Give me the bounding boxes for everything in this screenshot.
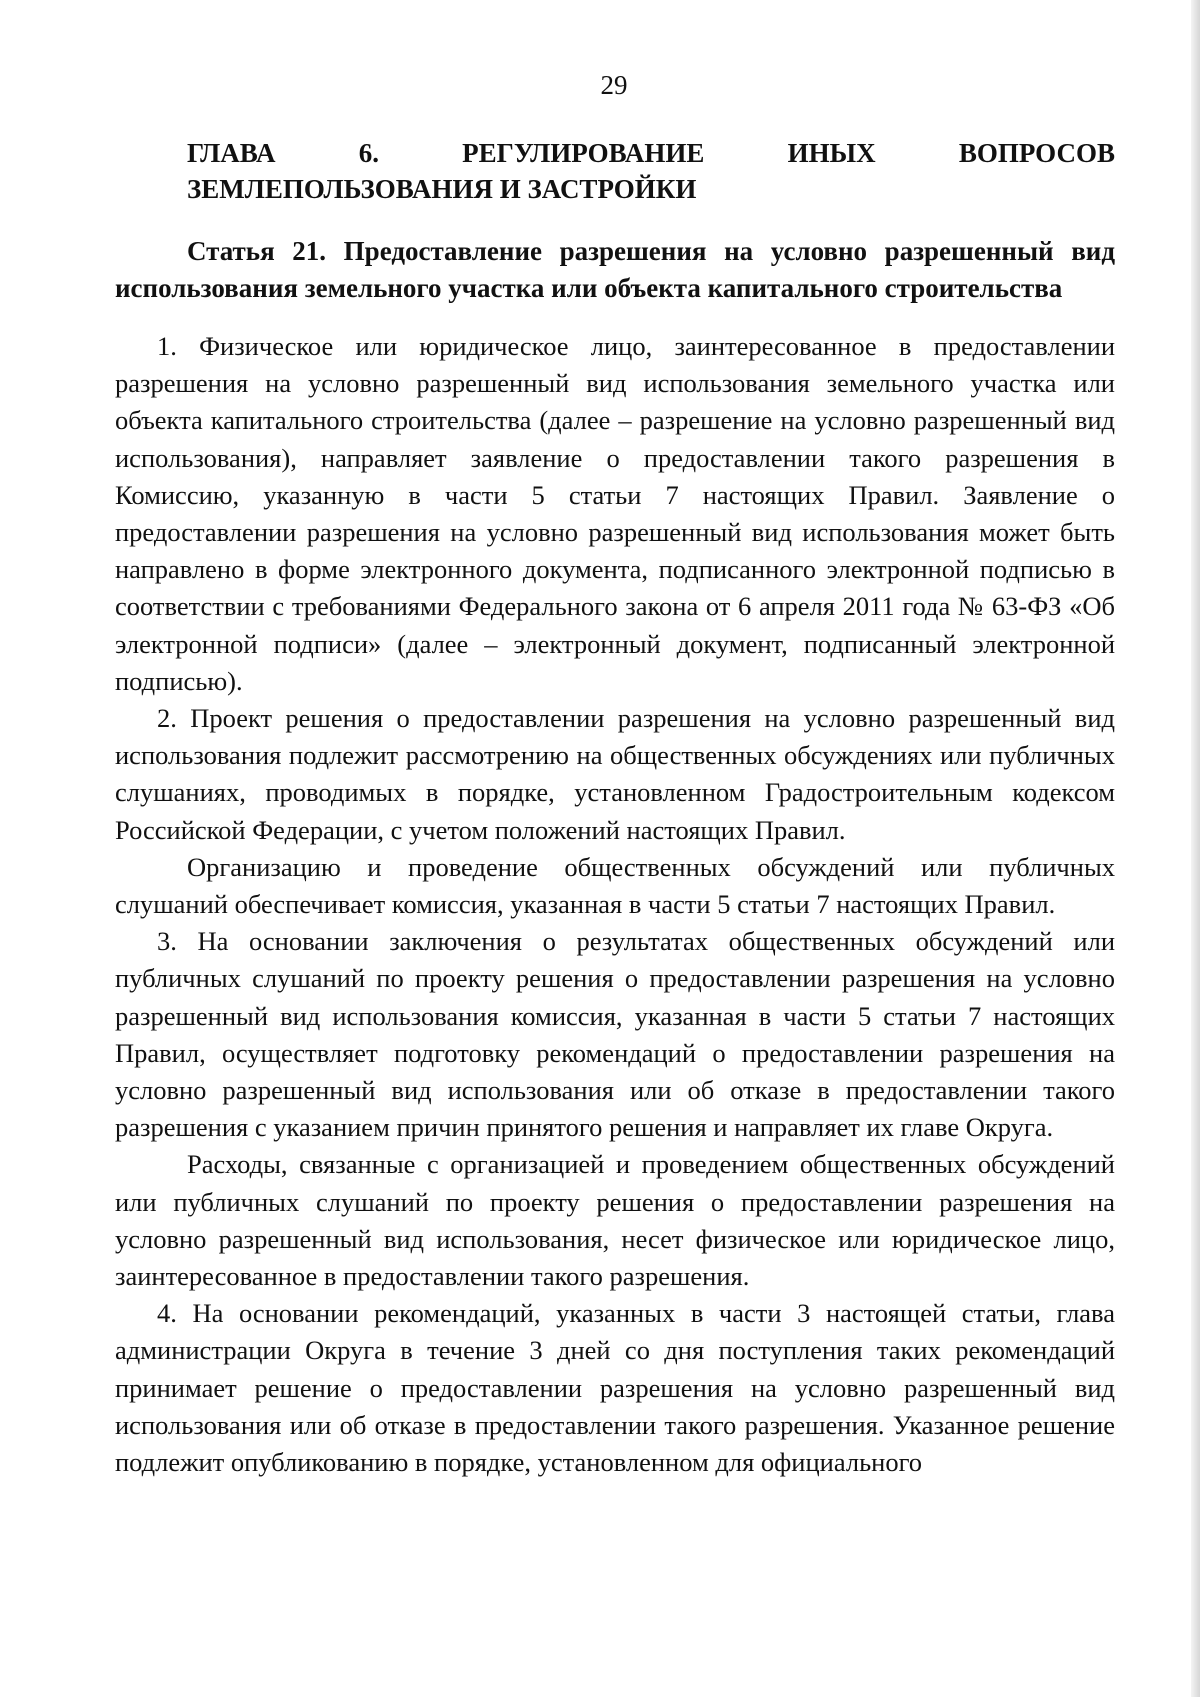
- chapter-heading-line-1: ГЛАВА 6. РЕГУЛИРОВАНИЕ ИНЫХ ВОПРОСОВ: [187, 138, 1115, 168]
- page-edge-shadow: [1191, 0, 1200, 1697]
- paragraph-3: 3. На основании заключения о результатах общественных обсуждений или публичных слушаний по проекту решения о предоставлении разрешения на условно разрешенный вид использования комиссия, указанная в части 5 статьи 7 настоящих Правил, осуществляет подготовку рекомендаций о предоставлении разрешения на условно разрешенный вид использования или об отказе в предоставлении такого разрешения с указанием причин принятого решения и направляет их главе Округа.: [115, 926, 1115, 1143]
- article-title: Статья 21. Предоставление разрешения на условно разрешенный вид использования земельного участка или объекта капитального строительства: [115, 236, 1115, 303]
- document-body: [115, 130, 1115, 1481]
- chapter-heading-line-2: ЗЕМЛЕПОЛЬЗОВАНИЯ И ЗАСТРОЙКИ: [187, 174, 697, 204]
- paragraph-1: 1. Физическое или юридическое лицо, заинтересованное в предоставлении разрешения на условно разрешенный вид использования земельного участка или объекта капитального строительства (далее – разрешение на условно разрешенный вид использования), направляет заявление о предоставлении такого разрешения в Комиссию, указанную в части 5 статьи 7 настоящих Правил. Заявление о предоставлении разрешения на условно разрешенный вид использования может быть направлено в форме электронного документа, подписанного электронной подписью в соответствии с требованиями Федерального закона от 6 апреля 2011 года № 63-ФЗ «Об электронной подписи» (далее – электронный документ, подписанный электронной подписью).: [115, 331, 1115, 696]
- paragraph-2-continuation: Организацию и проведение общественных обсуждений или публичных слушаний обеспечивает комиссия, указанная в части 5 статьи 7 настоящих Правил.: [115, 851, 1115, 920]
- paragraph-2: 2. Проект решения о предоставлении разрешения на условно разрешенный вид использования подлежит рассмотрению на общественных обсуждениях или публичных слушаниях, проводимых в порядке, установленном Градостроительным кодексом Российской Федерации, с учетом положений настоящих Правил.: [115, 703, 1115, 845]
- paragraph-3-continuation: Расходы, связанные с организацией и проведением общественных обсуждений или публичных слушаний по проекту решения о предоставлении разрешения на условно разрешенный вид использования, несет физическое или юридическое лицо, заинтересованное в предоставлении такого разрешения.: [115, 1149, 1115, 1292]
- chapter-heading: [187, 135, 1115, 207]
- paragraph-4: 4. На основании рекомендаций, указанных в части 3 настоящей статьи, глава администрации Округа в течение 3 дней со дня поступления таких рекомендаций принимает решение о предоставлении разрешения на условно разрешенный вид использования или об отказе в предоставлении такого разрешения. Указанное решение подлежит опубликованию в порядке, установленном для официального: [115, 1298, 1115, 1478]
- page-number: 29: [600, 70, 628, 100]
